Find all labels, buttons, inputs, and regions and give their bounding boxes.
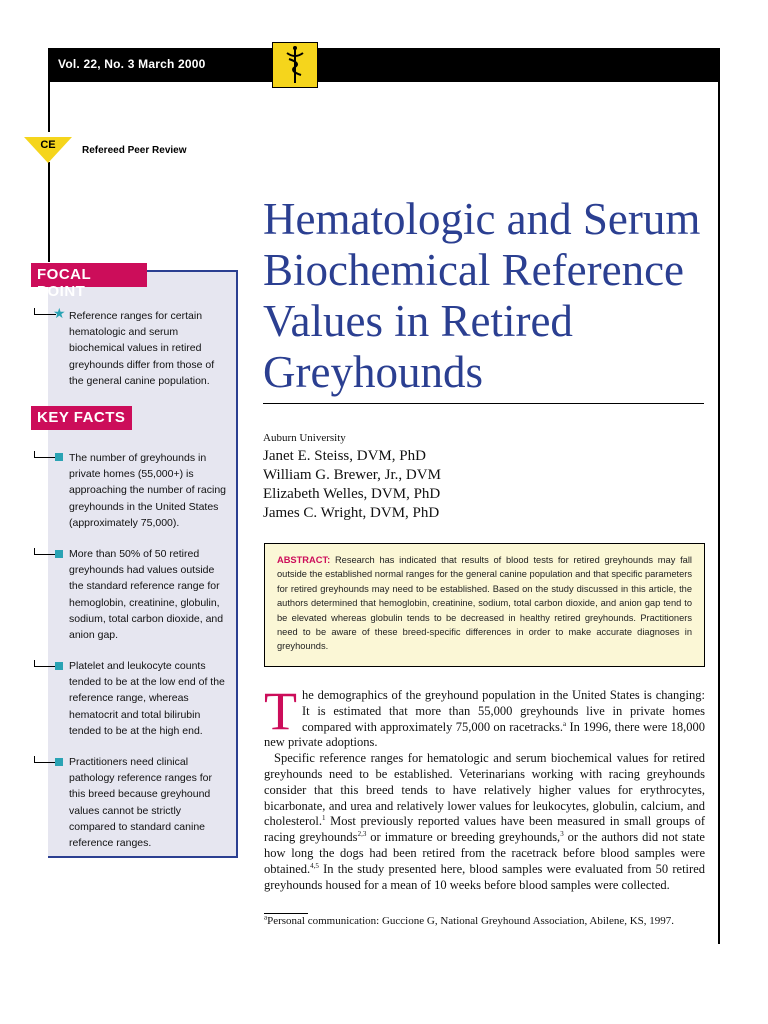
focal-point-text: Reference ranges for certain hematologic and serum biochemical values in retired greyhounds differ from those of the general canine population. [69, 310, 215, 387]
bullet-connector [34, 457, 56, 458]
author-name: James C. Wright, DVM, PhD [263, 505, 440, 521]
affiliation: Auburn University [263, 432, 346, 444]
square-bullet-icon [55, 453, 63, 461]
bullet-connector [34, 666, 56, 667]
body-paragraph: The demographics of the greyhound population in the United States is changing: It is estimated that more than 55,000 greyhounds live in private homes compared with approximately 75,000 on racetracks.$^a$ In 1996, there were 18,000 new private adoptions. [264, 681, 705, 750]
square-bullet-icon [55, 758, 63, 766]
key-fact-item: The number of greyhounds in private homes (55,000+) is approaching the number of racing greyhounds in the United States (approximately 75,000). [69, 452, 227, 529]
caduceus-logo-icon [272, 42, 318, 88]
author-name: William G. Brewer, Jr., DVM [263, 467, 441, 483]
article-title: Hematologic and Serum Biochemical Reference Values in Retired Greyhounds [263, 194, 701, 397]
key-fact-item: Platelet and leukocyte counts tended to be at the low end of the reference range, whereas hematocrit and total bilirubin tended to be at the high end. [69, 660, 225, 737]
star-icon: ★ [53, 306, 66, 322]
ce-badge [24, 137, 72, 163]
issue-info: Vol. 22, No. 3 March 2000 [58, 57, 206, 71]
title-divider [263, 403, 704, 404]
body-paragraph: Specific reference ranges for hematologic and serum biochemical values for retired greyhounds need to be established. Veterinarians working with racing greyhounds consider that this breed tends to have relatively higher values for erythrocytes, bicarbonate, and urea and relatively lower values for leukocytes, globulin, calcium, and cholesterol.$^1$ Most previously reported values have been measured in small groups of racing greyhounds$^{2,3}$ or immature or breeding greyhounds,$^3$ or the authors did not state how long the dogs had been retired from the racetrack before blood samples were obtained.$^{4,5}$ In the study presented here, blood samples were evaluated from 50 retired greyhounds housed for a mean of 10 weeks before blood samples were collected. [264, 751, 705, 892]
focal-point-label: FOCAL POINT [31, 263, 147, 287]
issue-header-bar [48, 48, 720, 82]
key-facts-label: KEY FACTS [31, 406, 132, 430]
author-list [263, 447, 441, 523]
left-rule [48, 82, 50, 132]
footnote: $^a$Personal communication: Guccione G, National Greyhound Association, Abilene, KS, 1997. [264, 913, 675, 927]
section-label: Refereed Peer Review [82, 145, 187, 156]
key-fact-item: More than 50% of 50 retired greyhounds had values outside the standard reference range for hemoglobin, creatinine, globulin, sodium, total carbon dioxide, and anion gap. [69, 548, 224, 642]
ce-label: CE [40, 139, 56, 151]
abstract-text: Research has indicated that results of blood tests for retired greyhounds may fall outside the established normal ranges for the general canine population and that specific parameters for retired greyhounds may need to be established. Based on the study discussed in this article, the authors determined that hemoglobin, creatinine, sodium, total carbon dioxide, and anion gap tend to be elevated whereas globulin tends to be decreased in healthy retired greyhounds. Practitioners need to be aware of these breed-specific differences in order to make accurate diagnoses in greyhounds. [277, 555, 692, 652]
bullet-connector [34, 762, 56, 763]
square-bullet-icon [55, 662, 63, 670]
key-fact-item: Practitioners need clinical pathology reference ranges for this breed because greyhound values cannot be strictly compared to standard canine reference ranges. [69, 756, 213, 850]
drop-cap: T [264, 681, 297, 741]
left-rule-lower [48, 162, 50, 262]
square-bullet-icon [55, 550, 63, 558]
abstract-label: ABSTRACT: [277, 555, 331, 565]
author-name: Janet E. Steiss, DVM, PhD [263, 448, 426, 464]
bullet-connector [34, 554, 56, 555]
article-body [264, 681, 705, 893]
right-rule [718, 82, 720, 944]
abstract-box [264, 543, 705, 667]
author-name: Elizabeth Welles, DVM, PhD [263, 486, 441, 502]
